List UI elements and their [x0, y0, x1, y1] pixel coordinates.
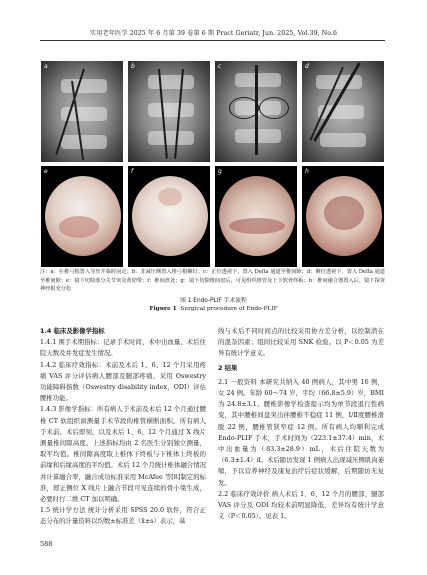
paragraph: 1.4.3 影像学指标：所有病人于术前及术后 12 个月通过腰椎 CT 软组织窗测量手术节段的椎管横断面积。所有病人于术前、术后即刻，以及术后 1、6、12 个月通过 X 线片测量椎间隙高度。上述指标均由 2 名医生分别独立测量，取平均值。椎间隙高度取上椎体下终板与下椎体上终板的前缘和后缘高度的平均值。术后 12 个月统计椎体融合情况并计算融合率，融合成功标准采用 McAfee 等[8]制定的标准，即正侧位 X 线片上融合节段可见连续的骨小梁生成，必要时行二维 CT 加以明确。 [40, 405, 206, 504]
fluoroscopy-image-d [301, 60, 385, 163]
figure-title-en-label: Figure 1 [149, 306, 177, 312]
paragraph: 线与术后不同时间点的比较采用协方差分析，以控制潜在的混杂因素；组间比较采用 SNK 检验。以 P＜0.05 为差异有统计学意义。 [218, 327, 384, 358]
paragraph: 1.5 统计学方法 统计分析采用 SPSS 20.0 软件，符合正态分布的计量资料以均数±标准差（x̄±s）表示，基 [40, 506, 206, 526]
fluoroscopy-image-c [214, 60, 298, 163]
section-heading: 1.4 临床及影像学指标 [40, 327, 105, 335]
panel-label-c: c [218, 63, 222, 70]
paragraph: 2.1 一般资料 本研究共纳入 40 例病人，其中男 16 例，女 24 例。年龄 60～74 岁，平均（66.8±5.9）岁，BMI 为 24.8±3.1。腰椎影像学检查提示均为单节段退行性病变，其中腰椎间盘突出伴腰椎不稳症 11 例，Ⅰ/Ⅱ度腰椎滑脱 22 例，腰椎管狭窄症 12 例。所有病人均顺利完成 Endo-PLIF 手术，手术时间为（223.1±37.4）min，术中出血量为（83.3±28.9）mL，术后住院天数为（6.3±1.4）d。术后随访发现 1 例病人出现减压侧肌肉萎缩，予以营养神经及康复治疗后症状缓解，后期随访无复发。 [218, 377, 384, 487]
panel-label-h: h [305, 168, 309, 175]
running-header: 实用老年医学 2025 年 6 月第 39 卷第 6 期 Pract Geriatr, Jun. 2025, Vol.39, No.6 [89, 30, 338, 37]
panel-label-a: a [44, 63, 48, 70]
page-number: 588 [40, 540, 53, 548]
fluoroscopy-image-a [40, 60, 124, 163]
left-column [40, 326, 206, 528]
figure-title-cn: 图 1 Endo-PLIF 手术流程 [180, 298, 247, 304]
section-heading: 2 结果 [218, 363, 238, 372]
endoscopic-image-e [40, 165, 124, 268]
paragraph: 2.2 临床疗效评价 病人术后 1、6、12 个月的腰部、腿部 VAS 评分及 ODI 均较术前明显降低，差异均有统计学意义（P＜0.05）。见表 1。 [218, 489, 384, 521]
panel-label-f: f [131, 168, 134, 175]
panel-label-g: g [218, 168, 222, 175]
figure-title-en-text: Surgical procedure of Endo-PLIF [180, 306, 278, 312]
endoscopic-image-f [127, 165, 211, 268]
figure-notes: 注：a：在椎弓根置入导丝并临时固定；b：非减压侧置入椎弓根螺钉；c：正位透视下，置入 Delta 通道至椎间隙；d：侧位透视下，置入 Delta 通道至椎间隙；e：镜下切除部分关节突及黄韧带；f：椎间盘处；g：镜下切除椎间盘后，可见组织椎管及上下软骨终板；h：椎间融合器置入后，镜下探查神经根充分松 [40, 269, 385, 293]
figure-title-en [0, 306, 427, 312]
paragraph: 1.4.2 临床疗效指标：术前及术后 1、6、12 个月采用疼痛 VAS 评分评估病人腰部及腿部疼痛，采用 Oswestry 功能障碍指数（Oswestry disability index，ODI）评估腰椎功能。 [40, 360, 206, 403]
panel-label-b: b [131, 63, 135, 70]
right-column [218, 326, 384, 522]
panel-label-d: d [305, 63, 309, 70]
header-rule [40, 40, 385, 41]
figure-1-panels [40, 60, 385, 268]
paragraph: 1.4.1 围手术期指标：记录手术时间、术中出血量、术后住院天数及并发症发生情况。 [40, 338, 206, 358]
endoscopic-image-g [214, 165, 298, 268]
fluoroscopy-image-b [127, 60, 211, 163]
endoscopic-image-h [301, 165, 385, 268]
panel-label-e: e [44, 168, 48, 175]
